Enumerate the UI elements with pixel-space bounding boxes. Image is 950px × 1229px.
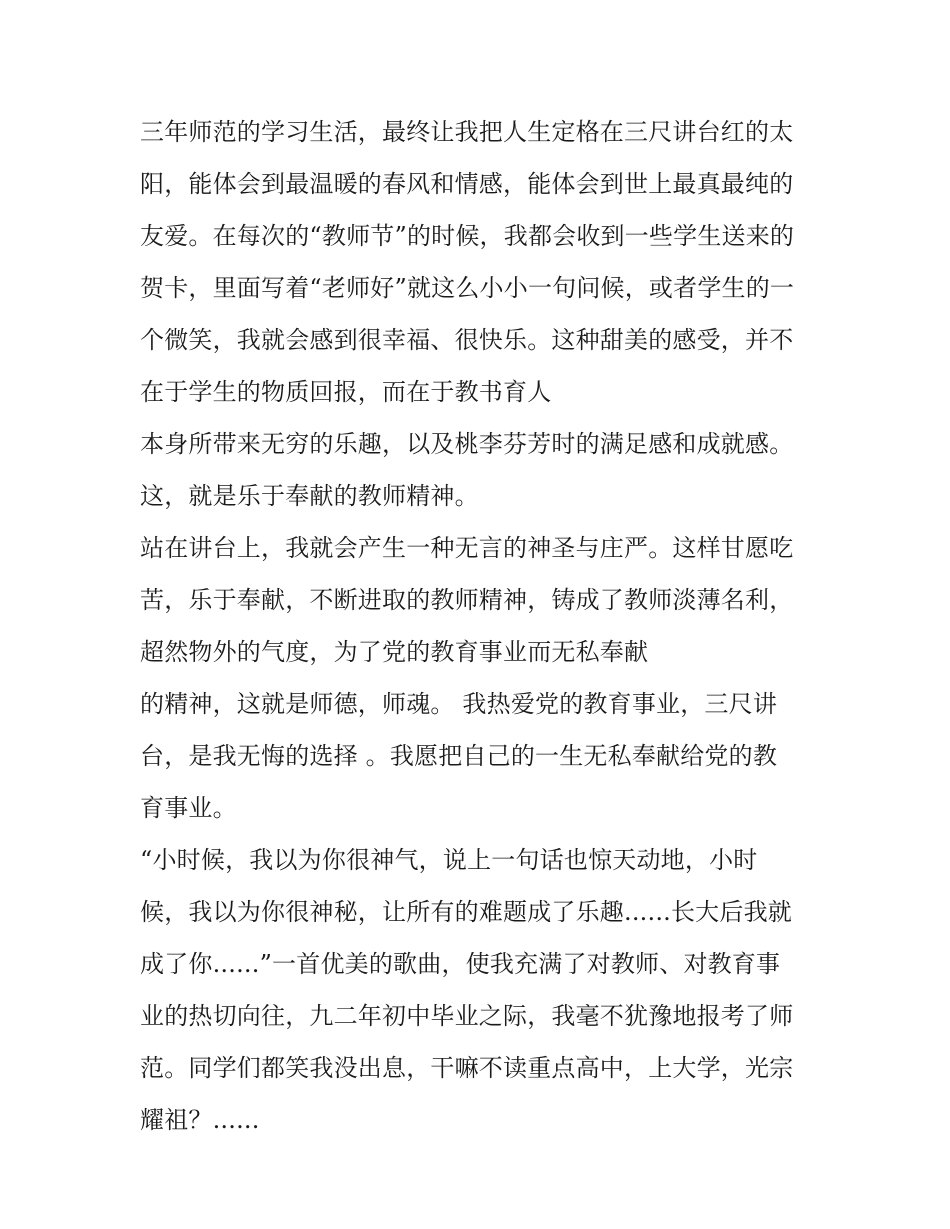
text-line: 三年师范的学习生活，最终让我把人生定格在三尺讲台红的太	[140, 118, 794, 146]
text-line: 这，就是乐于奉献的教师精神。	[140, 482, 479, 510]
document-body	[140, 106, 820, 1146]
text-line: 本身所带来无穷的乐趣，以及桃李芬芳时的满足感和成就感。	[140, 430, 794, 458]
text-line: 贺卡，里面写着“老师好”就这么小小一句问候，或者学生的一	[140, 274, 795, 302]
text-line: 阳，能体会到最温暖的春风和情感，能体会到世上最真最纯的	[140, 170, 794, 198]
text-line: 候，我以为你很神秘，让所有的难题成了乐趣......长大后我就	[140, 898, 792, 926]
text-line: 超然物外的气度，为了党的教育事业而无私奉献	[140, 638, 649, 666]
text-line: 的精神，这就是师德，师魂。 我热爱党的教育事业，三尺讲	[140, 690, 778, 718]
text-line: 苦，乐于奉献，不断进取的教师精神，铸成了教师淡薄名利，	[140, 586, 794, 614]
text-line: 范。同学们都笑我没出息，干嘛不读重点高中，上大学，光宗	[140, 1054, 794, 1082]
text-line: 友爱。在每次的“教师节”的时候，我都会收到一些学生送来的	[140, 222, 795, 250]
text-line: 成了你......”一首优美的歌曲，使我充满了对教师、对教育事	[140, 950, 781, 978]
text-line: 在于学生的物质回报，而在于教书育人	[140, 378, 552, 406]
text-line: 个微笑，我就会感到很幸福、很快乐。这种甜美的感受，并不	[140, 326, 794, 354]
text-line: 耀祖？......	[140, 1106, 260, 1134]
text-line: 业的热切向往，九二年初中毕业之际，我毫不犹豫地报考了师	[140, 1002, 794, 1030]
text-line: 育事业。	[140, 794, 237, 822]
text-line: 台，是我无悔的选择 。我愿把自己的一生无私奉献给党的教	[140, 742, 778, 770]
text-line: 站在讲台上，我就会产生一种无言的神圣与庄严。这样甘愿吃	[140, 534, 794, 562]
text-line: “小时候，我以为你很神气，说上一句话也惊天动地，小时	[140, 846, 758, 874]
